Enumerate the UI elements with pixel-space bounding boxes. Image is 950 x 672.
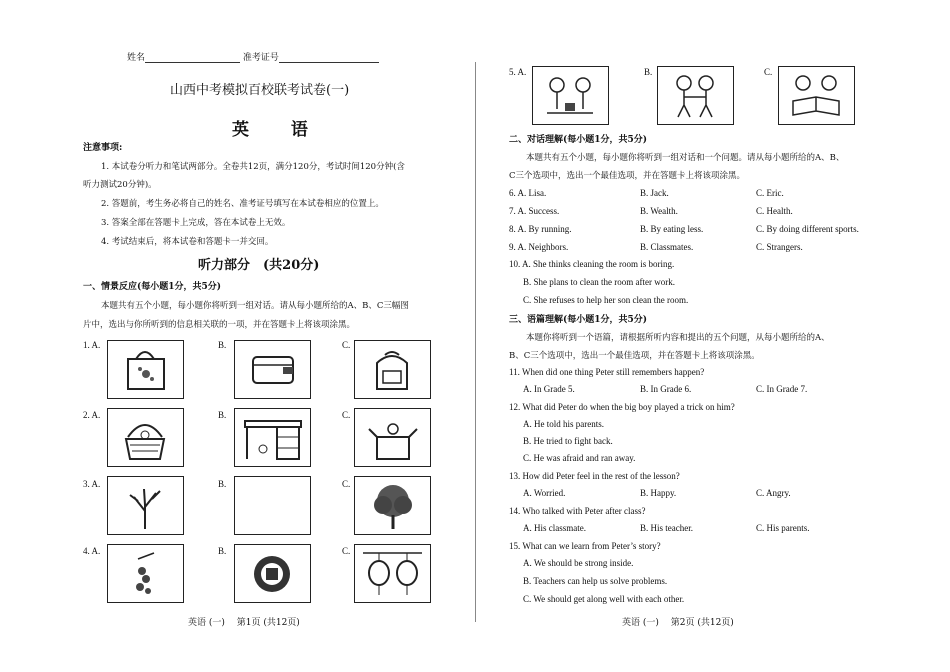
q4-c-label: C.: [342, 546, 351, 556]
lanterns-picture: [354, 544, 431, 603]
q7-c: C. Health.: [756, 206, 793, 216]
q9-a: 9. A. Neighbors.: [509, 242, 569, 252]
part2-desc: 本题共有五个小题，每小题你将听到一组对话和一个问题。请从每小题所给的A、B、: [526, 153, 845, 163]
q14-c: C. His parents.: [756, 523, 810, 533]
q6-a: 6. A. Lisa.: [509, 188, 547, 198]
page-2: [490, 0, 950, 672]
subject-title: 英 语: [232, 120, 326, 140]
notice-title: 注意事项:: [83, 143, 123, 153]
bare-tree-picture: [107, 476, 184, 535]
notice-item: 2. 答题前，考生务必将自己的姓名、准考证号填写在本试卷相应的位置上。: [101, 199, 384, 209]
q13-a: A. Worried.: [523, 488, 566, 498]
q8-b: B. By eating less.: [640, 224, 704, 234]
q15-c: C. We should get along well with each other.: [523, 594, 685, 604]
cat-in-box-picture: [354, 408, 431, 467]
q12: 12. What did Peter do when the big boy played a trick on him?: [509, 402, 735, 412]
part2-desc: C三个选项中，选出一个最佳选项，并在答题卡上将该项涂黑。: [509, 171, 746, 181]
q6-c: C. Eric.: [756, 188, 784, 198]
q3-c-label: C.: [342, 479, 351, 489]
part1-desc: 片中，选出与你所听到的信息相关联的一项，并在答题卡上将该项涂黑。: [83, 320, 356, 330]
q10-b: B. She plans to clean the room after work.: [523, 277, 675, 287]
q4-b-label: B.: [218, 546, 227, 556]
q12-b: B. He tried to fight back.: [523, 436, 613, 446]
q15-a: A. We should be strong inside.: [523, 558, 634, 568]
q14-a: A. His classmate.: [523, 523, 586, 533]
q11-c: C. In Grade 7.: [756, 384, 808, 394]
q10-a: 10. A. She thinks cleaning the room is boring.: [509, 259, 675, 269]
listening-title: 听力部分 (共20分): [198, 258, 320, 273]
q2-c-label: C.: [342, 410, 351, 420]
q2-b-label: B.: [218, 410, 227, 420]
exam-title: 山西中考模拟百校联考试卷(一): [170, 83, 350, 98]
q7-a: 7. A. Success.: [509, 206, 560, 216]
part1-desc: 本题共有五个小题，每小题你将听到一组对话。请从每小题所给的A、B、C三幅图: [101, 301, 409, 311]
q4-label: 4. A.: [83, 546, 101, 556]
footer-page-1: 英语 (一) 第1页 (共12页): [188, 618, 300, 628]
q11-a: A. In Grade 5.: [523, 384, 575, 394]
q11-b: B. In Grade 6.: [640, 384, 692, 394]
cat-in-basket-picture: [107, 408, 184, 467]
wallet-picture: [234, 340, 311, 399]
backpack-picture: [354, 340, 431, 399]
q9-c: C. Strangers.: [756, 242, 803, 252]
part3-desc: B、C三个选项中，选出一个最佳选项，并在答题卡上将该项涂黑。: [509, 351, 760, 361]
q5-label: 5. A.: [509, 67, 527, 77]
q13: 13. How did Peter feel in the rest of the lesson?: [509, 471, 680, 481]
q1-b-label: B.: [218, 340, 227, 350]
notice-item: 1. 本试卷分听力和笔试两部分。全卷共12页，满分120分，考试时间120分钟(含: [101, 162, 405, 172]
page-1: [0, 0, 470, 672]
page-divider: [475, 62, 476, 622]
q13-b: B. Happy.: [640, 488, 677, 498]
part3-title: 三、语篇理解(每小题1分，共5分): [509, 315, 648, 325]
q3-b-label: B.: [218, 479, 227, 489]
leafy-tree-picture: [354, 476, 431, 535]
kids-reading-picture: [778, 66, 855, 125]
q14-b: B. His teacher.: [640, 523, 693, 533]
cat-under-desk-picture: [234, 408, 311, 467]
q2-label: 2. A.: [83, 410, 101, 420]
part1-title: 一、情景反应(每小题1分，共5分): [83, 282, 222, 292]
q15-b: B. Teachers can help us solve problems.: [523, 576, 668, 586]
q1-label: 1. A.: [83, 340, 101, 350]
firecracker-picture: [107, 544, 184, 603]
empty-picture: [234, 476, 311, 535]
kids-playing-picture: [532, 66, 609, 125]
q8-c: C. By doing different sports.: [756, 224, 859, 234]
footer-page-2: 英语 (一) 第2页 (共12页): [622, 618, 734, 628]
kids-dancing-picture: [657, 66, 734, 125]
q6-b: B. Jack.: [640, 188, 669, 198]
q10-c: C. She refuses to help her son clean the room.: [523, 295, 689, 305]
part3-desc: 本题你将听到一个语篇，请根据所听内容和提出的五个问题，从每小题所给的A、: [526, 333, 830, 343]
name-field: 姓名 准考证号: [127, 50, 379, 63]
q5-b-label: B.: [644, 67, 653, 77]
handbag-picture: [107, 340, 184, 399]
q12-c: C. He was afraid and ran away.: [523, 453, 636, 463]
q7-b: B. Wealth.: [640, 206, 678, 216]
q1-c-label: C.: [342, 340, 351, 350]
paper-cutting-picture: [234, 544, 311, 603]
q5-c-label: C.: [764, 67, 773, 77]
q15: 15. What can we learn from Peter’s story?: [509, 541, 661, 551]
part2-title: 二、对话理解(每小题1分，共5分): [509, 135, 648, 145]
q3-label: 3. A.: [83, 479, 101, 489]
q12-a: A. He told his parents.: [523, 419, 604, 429]
q11: 11. When did one thing Peter still remembers happen?: [509, 367, 705, 377]
notice-item: 听力测试20分钟)。: [83, 180, 157, 190]
q9-b: B. Classmates.: [640, 242, 694, 252]
notice-item: 4. 考试结束后，将本试卷和答题卡一并交回。: [101, 237, 274, 247]
q14: 14. Who talked with Peter after class?: [509, 506, 646, 516]
q13-c: C. Angry.: [756, 488, 791, 498]
q8-a: 8. A. By running.: [509, 224, 572, 234]
notice-item: 3. 答案全部在答题卡上完成，答在本试卷上无效。: [101, 218, 291, 228]
